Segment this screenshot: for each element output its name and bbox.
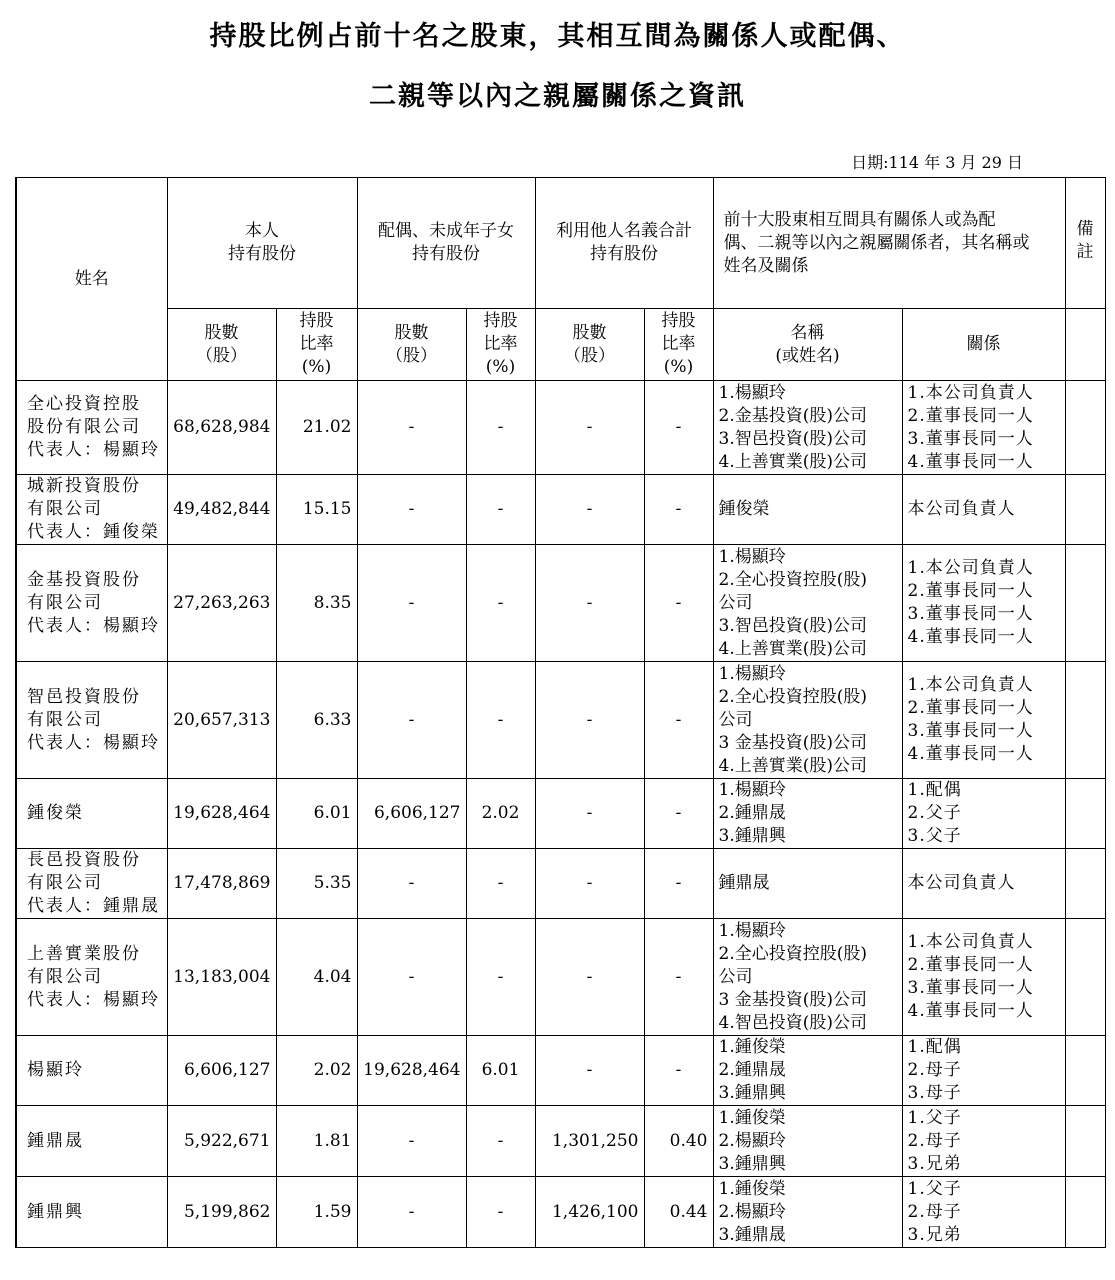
nominee-ratio: -: [644, 779, 713, 849]
header-spouse-ratio: 持股 比率 (%): [466, 309, 535, 381]
spouse-shares: -: [357, 919, 466, 1036]
spouse-ratio: -: [466, 475, 535, 545]
shareholder-table: [15, 177, 1106, 1248]
related-party-names: 1.楊顯玲 2.全心投資控股(股) 公司 3.智邑投資(股)公司 4.上善實業(股)公司: [713, 545, 902, 662]
remark-cell: [1065, 662, 1105, 779]
spouse-ratio: 6.01: [466, 1036, 535, 1106]
shareholder-name: 楊顯玲: [16, 1036, 167, 1106]
self-ratio: 21.02: [276, 381, 357, 475]
related-party-relations: 1.父子 2.母子 3.兄弟: [902, 1177, 1065, 1248]
self-ratio: 6.01: [276, 779, 357, 849]
related-party-relations: 1.配偶 2.母子 3.母子: [902, 1036, 1065, 1106]
header-row-1: [16, 178, 1105, 309]
header-spouse: 配偶、未成年子女 持有股份: [357, 178, 535, 309]
related-party-relations: 本公司負責人: [902, 475, 1065, 545]
table-row: [16, 381, 1105, 475]
header-related-relation: 關係: [902, 309, 1065, 381]
spouse-ratio: -: [466, 662, 535, 779]
self-ratio: 4.04: [276, 919, 357, 1036]
table-row: [16, 919, 1105, 1036]
nominee-shares: 1,301,250: [535, 1106, 644, 1177]
self-shares: 13,183,004: [167, 919, 276, 1036]
table-row: [16, 1106, 1105, 1177]
nominee-ratio: 0.40: [644, 1106, 713, 1177]
spouse-shares: -: [357, 381, 466, 475]
nominee-ratio: 0.44: [644, 1177, 713, 1248]
nominee-shares: -: [535, 545, 644, 662]
self-ratio: 8.35: [276, 545, 357, 662]
related-party-names: 1.鍾俊榮 2.楊顯玲 3.鍾鼎興: [713, 1106, 902, 1177]
spouse-shares: -: [357, 1177, 466, 1248]
page-title-line1: 持股比例占前十名之股東，其相互間為關係人或配偶、: [209, 21, 906, 52]
related-party-relations: 1.本公司負責人 2.董事長同一人 3.董事長同一人 4.董事長同一人: [902, 545, 1065, 662]
related-party-relations: 1.父子 2.母子 3.兄弟: [902, 1106, 1065, 1177]
header-self-shares: 股數 （股）: [167, 309, 276, 381]
spouse-shares: -: [357, 1106, 466, 1177]
header-nominee-ratio: 持股 比率 (%): [644, 309, 713, 381]
spouse-ratio: -: [466, 1106, 535, 1177]
spouse-shares: -: [357, 849, 466, 919]
self-ratio: 6.33: [276, 662, 357, 779]
shareholder-name: 鍾鼎晟: [16, 1106, 167, 1177]
related-party-names: 鍾俊榮: [713, 475, 902, 545]
header-self-ratio: 持股 比率 (%): [276, 309, 357, 381]
related-party-relations: 本公司負責人: [902, 849, 1065, 919]
remark-cell: [1065, 779, 1105, 849]
self-ratio: 15.15: [276, 475, 357, 545]
header-nominee: 利用他人名義合計 持有股份: [535, 178, 713, 309]
remark-cell: [1065, 1177, 1105, 1248]
header-nominee-shares: 股數 （股）: [535, 309, 644, 381]
spouse-shares: -: [357, 475, 466, 545]
header-row-2: [16, 309, 1105, 381]
remark-cell: [1065, 1106, 1105, 1177]
nominee-shares: -: [535, 381, 644, 475]
shareholder-name: 鍾俊榮: [16, 779, 167, 849]
header-related: 前十大股東相互間具有關係人或為配 偶、二親等以內之親屬關係者，其名稱或 姓名及關係: [713, 178, 1065, 309]
shareholder-name: 長邑投資股份 有限公司 代表人：鍾鼎晟: [16, 849, 167, 919]
header-related-name: 名稱 (或姓名): [713, 309, 902, 381]
spouse-shares: -: [357, 662, 466, 779]
header-name: 姓名: [16, 178, 167, 381]
related-party-names: 1.楊顯玲 2.全心投資控股(股) 公司 3 金基投資(股)公司 4.上善實業(股)公司: [713, 662, 902, 779]
nominee-ratio: -: [644, 919, 713, 1036]
self-ratio: 1.59: [276, 1177, 357, 1248]
nominee-shares: -: [535, 919, 644, 1036]
related-party-relations: 1.本公司負責人 2.董事長同一人 3.董事長同一人 4.董事長同一人: [902, 919, 1065, 1036]
self-shares: 27,263,263: [167, 545, 276, 662]
nominee-ratio: -: [644, 381, 713, 475]
shareholder-name: 上善實業股份 有限公司 代表人：楊顯玲: [16, 919, 167, 1036]
shareholder-name: 城新投資股份 有限公司 代表人：鍾俊榮: [16, 475, 167, 545]
spouse-shares: 6,606,127: [357, 779, 466, 849]
related-party-relations: 1.本公司負責人 2.董事長同一人 3.董事長同一人 4.董事長同一人: [902, 662, 1065, 779]
header-self: 本人 持有股份: [167, 178, 357, 309]
header-spouse-shares: 股數 （股）: [357, 309, 466, 381]
related-party-names: 1.楊顯玲 2.金基投資(股)公司 3.智邑投資(股)公司 4.上善實業(股)公司: [713, 381, 902, 475]
nominee-ratio: -: [644, 662, 713, 779]
header-remark: 備 註: [1065, 178, 1105, 309]
spouse-ratio: 2.02: [466, 779, 535, 849]
header-remark-blank: [1065, 309, 1105, 381]
page-title-line2: 二親等以內之親屬關係之資訊: [369, 81, 746, 112]
self-shares: 6,606,127: [167, 1036, 276, 1106]
remark-cell: [1065, 1036, 1105, 1106]
self-shares: 17,478,869: [167, 849, 276, 919]
nominee-ratio: -: [644, 1036, 713, 1106]
table-row: [16, 779, 1105, 849]
table-row: [16, 1036, 1105, 1106]
remark-cell: [1065, 919, 1105, 1036]
related-party-relations: 1.配偶 2.父子 3.父子: [902, 779, 1065, 849]
remark-cell: [1065, 849, 1105, 919]
nominee-ratio: -: [644, 545, 713, 662]
spouse-ratio: -: [466, 1177, 535, 1248]
table-row: [16, 1177, 1105, 1248]
shareholder-name: 全心投資控股 股份有限公司 代表人：楊顯玲: [16, 381, 167, 475]
nominee-shares: 1,426,100: [535, 1177, 644, 1248]
self-shares: 20,657,313: [167, 662, 276, 779]
self-shares: 19,628,464: [167, 779, 276, 849]
spouse-ratio: -: [466, 545, 535, 662]
self-ratio: 2.02: [276, 1036, 357, 1106]
self-shares: 68,628,984: [167, 381, 276, 475]
related-party-names: 1.楊顯玲 2.全心投資控股(股) 公司 3 金基投資(股)公司 4.智邑投資(股)公司: [713, 919, 902, 1036]
remark-cell: [1065, 381, 1105, 475]
self-shares: 49,482,844: [167, 475, 276, 545]
self-shares: 5,922,671: [167, 1106, 276, 1177]
nominee-shares: -: [535, 779, 644, 849]
nominee-shares: -: [535, 1036, 644, 1106]
nominee-shares: -: [535, 662, 644, 779]
self-ratio: 1.81: [276, 1106, 357, 1177]
remark-cell: [1065, 545, 1105, 662]
nominee-ratio: -: [644, 475, 713, 545]
shareholder-name: 金基投資股份 有限公司 代表人：楊顯玲: [16, 545, 167, 662]
table-row: [16, 662, 1105, 779]
table-row: [16, 545, 1105, 662]
report-date: 日期:114 年 3 月 29 日: [851, 153, 1023, 172]
spouse-ratio: -: [466, 381, 535, 475]
self-shares: 5,199,862: [167, 1177, 276, 1248]
table-row: [16, 475, 1105, 545]
spouse-ratio: -: [466, 849, 535, 919]
table-row: [16, 849, 1105, 919]
nominee-ratio: -: [644, 849, 713, 919]
remark-cell: [1065, 475, 1105, 545]
related-party-names: 1.鍾俊榮 2.鍾鼎晟 3.鍾鼎興: [713, 1036, 902, 1106]
related-party-names: 1.鍾俊榮 2.楊顯玲 3.鍾鼎晟: [713, 1177, 902, 1248]
nominee-shares: -: [535, 849, 644, 919]
shareholder-name: 智邑投資股份 有限公司 代表人：楊顯玲: [16, 662, 167, 779]
spouse-shares: 19,628,464: [357, 1036, 466, 1106]
spouse-ratio: -: [466, 919, 535, 1036]
nominee-shares: -: [535, 475, 644, 545]
related-party-names: 1.楊顯玲 2.鍾鼎晟 3.鍾鼎興: [713, 779, 902, 849]
related-party-names: 鍾鼎晟: [713, 849, 902, 919]
spouse-shares: -: [357, 545, 466, 662]
related-party-relations: 1.本公司負責人 2.董事長同一人 3.董事長同一人 4.董事長同一人: [902, 381, 1065, 475]
shareholder-name: 鍾鼎興: [16, 1177, 167, 1248]
self-ratio: 5.35: [276, 849, 357, 919]
